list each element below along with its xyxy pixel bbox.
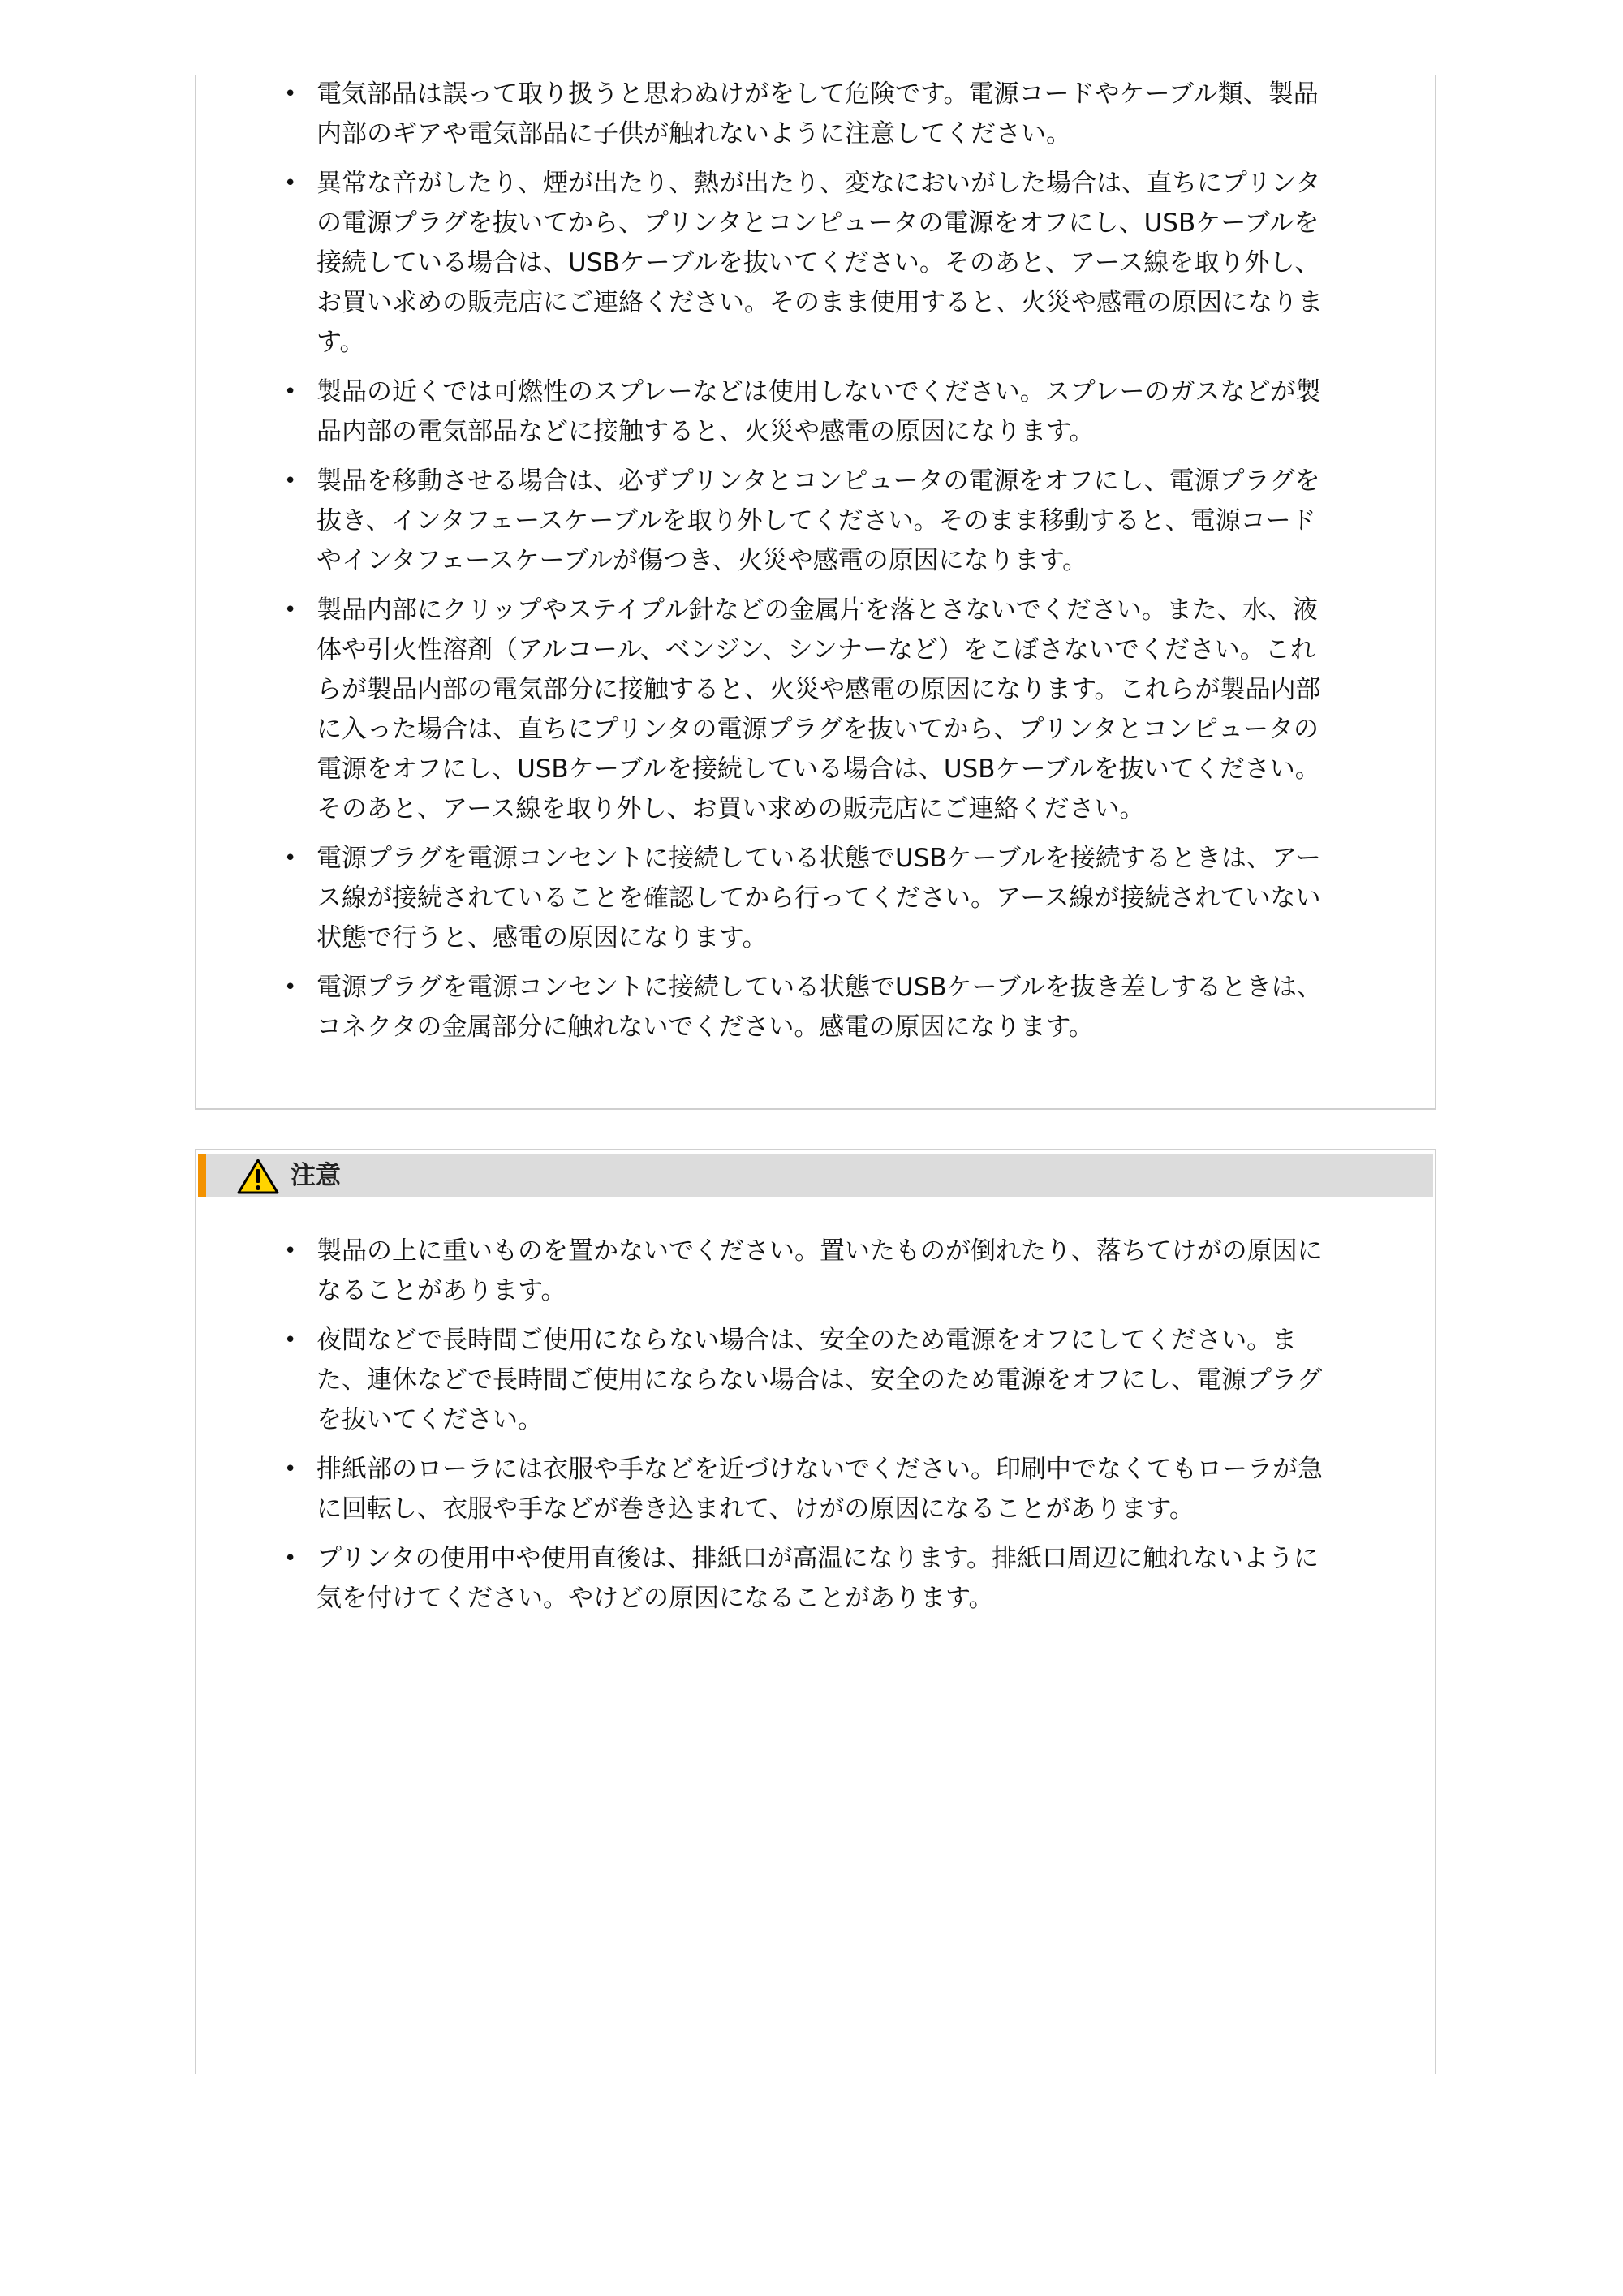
- list-item: [284, 1321, 1339, 1440]
- bullet: •: [284, 1546, 297, 1571]
- bullet: •: [284, 598, 297, 622]
- list-item: [284, 75, 1339, 154]
- list-item: [284, 164, 1339, 363]
- bullet: •: [284, 82, 297, 106]
- bullet: •: [284, 1457, 297, 1481]
- list-item-text: 夜間などで長時間ご使用にならない場合は、安全のため電源をオフにしてください。また、連休などで長時間ご使用にならない場合は、安全のため電源をオフにし、電源プラグを抜いてください。: [316, 1326, 1323, 1434]
- list-item: [284, 462, 1339, 581]
- bullet: •: [284, 975, 297, 1000]
- bullet: •: [284, 1239, 297, 1263]
- bullet: •: [284, 171, 297, 196]
- list-item: [284, 591, 1339, 829]
- bullet: •: [284, 469, 297, 493]
- list-item: [284, 1232, 1339, 1311]
- list-item: [284, 1539, 1339, 1619]
- list-item: [284, 968, 1339, 1047]
- caution-section-box: [195, 1149, 1436, 2074]
- bullet: •: [284, 846, 297, 871]
- list-item-text: 電源プラグを電源コンセントに接続している状態でUSBケーブルを接続するときは、アース線が接続されていることを確認してから行ってください。アース線が接続されていない状態で行うと、感電の原因になります。: [316, 844, 1321, 952]
- list-item: [284, 839, 1339, 958]
- bullet: •: [284, 1328, 297, 1352]
- list-item-text: 排紙部のローラには衣服や手などを近づけないでください。印刷中でなくてもローラが急に回転し、衣服や手などが巻き込まれて、けがの原因になることがあります。: [316, 1455, 1323, 1524]
- list-item-text: 製品内部にクリップやステイプル針などの金属片を落とさないでください。また、水、液体や引火性溶剤（アルコール、ベンジン、シンナーなど）をこぼさないでください。これらが製品内部の電気部分に接触すると、火災や感電の原因になります。これらが製品内部に入った場合は、直ちにプリンタの電源プラグを抜いてから、プリンタとコンピュータの電源をオフにし、USBケーブルを接続している場合は、USBケーブルを抜いてください。そのあと、アース線を取り外し、お買い求めの販売店にご連絡ください。: [316, 595, 1321, 823]
- caution-list: [284, 1232, 1339, 1628]
- caution-title: 注意: [291, 1161, 341, 1190]
- list-item-text: 製品を移動させる場合は、必ずプリンタとコンピュータの電源をオフにし、電源プラグを抜き、インタフェースケーブルを取り外してください。そのまま移動すると、電源コードやインタフェースケーブルが傷つき、火災や感電の原因になります。: [316, 467, 1320, 575]
- list-item-text: 電源プラグを電源コンセントに接続している状態でUSBケーブルを抜き差しするときは、コネクタの金属部分に触れないでください。感電の原因になります。: [316, 973, 1322, 1042]
- list-item-text: 電気部品は誤って取り扱うと思わぬけがをして危険です。電源コードやケーブル類、製品内部のギアや電気部品に子供が触れないように注意してください。: [316, 80, 1319, 148]
- danger-list: [284, 75, 1339, 1057]
- list-item-text: 異常な音がしたり、煙が出たり、熱が出たり、変なにおいがした場合は、直ちにプリンタの電源プラグを抜いてから、プリンタとコンピュータの電源をオフにし、USBケーブルを接続している場合は、USBケーブルを抜いてください。そのあと、アース線を取り外し、お買い求めの販売店にご連絡ください。そのまま使用すると、火災や感電の原因になります。: [316, 169, 1323, 357]
- list-item: [284, 372, 1339, 452]
- bullet: •: [284, 380, 297, 404]
- danger-section-box: [195, 75, 1436, 1110]
- list-item-text: プリンタの使用中や使用直後は、排紙口が高温になります。排紙口周辺に触れないように気を付けてください。やけどの原因になることがあります。: [316, 1544, 1319, 1613]
- caution-header: [198, 1154, 1433, 1197]
- warning-triangle-icon: [237, 1159, 279, 1194]
- list-item-text: 製品の上に重いものを置かないでください。置いたものが倒れたり、落ちてけがの原因になることがあります。: [316, 1236, 1323, 1305]
- list-item: [284, 1450, 1339, 1529]
- list-item-text: 製品の近くでは可燃性のスプレーなどは使用しないでください。スプレーのガスなどが製品内部の電気部品などに接触すると、火災や感電の原因になります。: [316, 377, 1321, 446]
